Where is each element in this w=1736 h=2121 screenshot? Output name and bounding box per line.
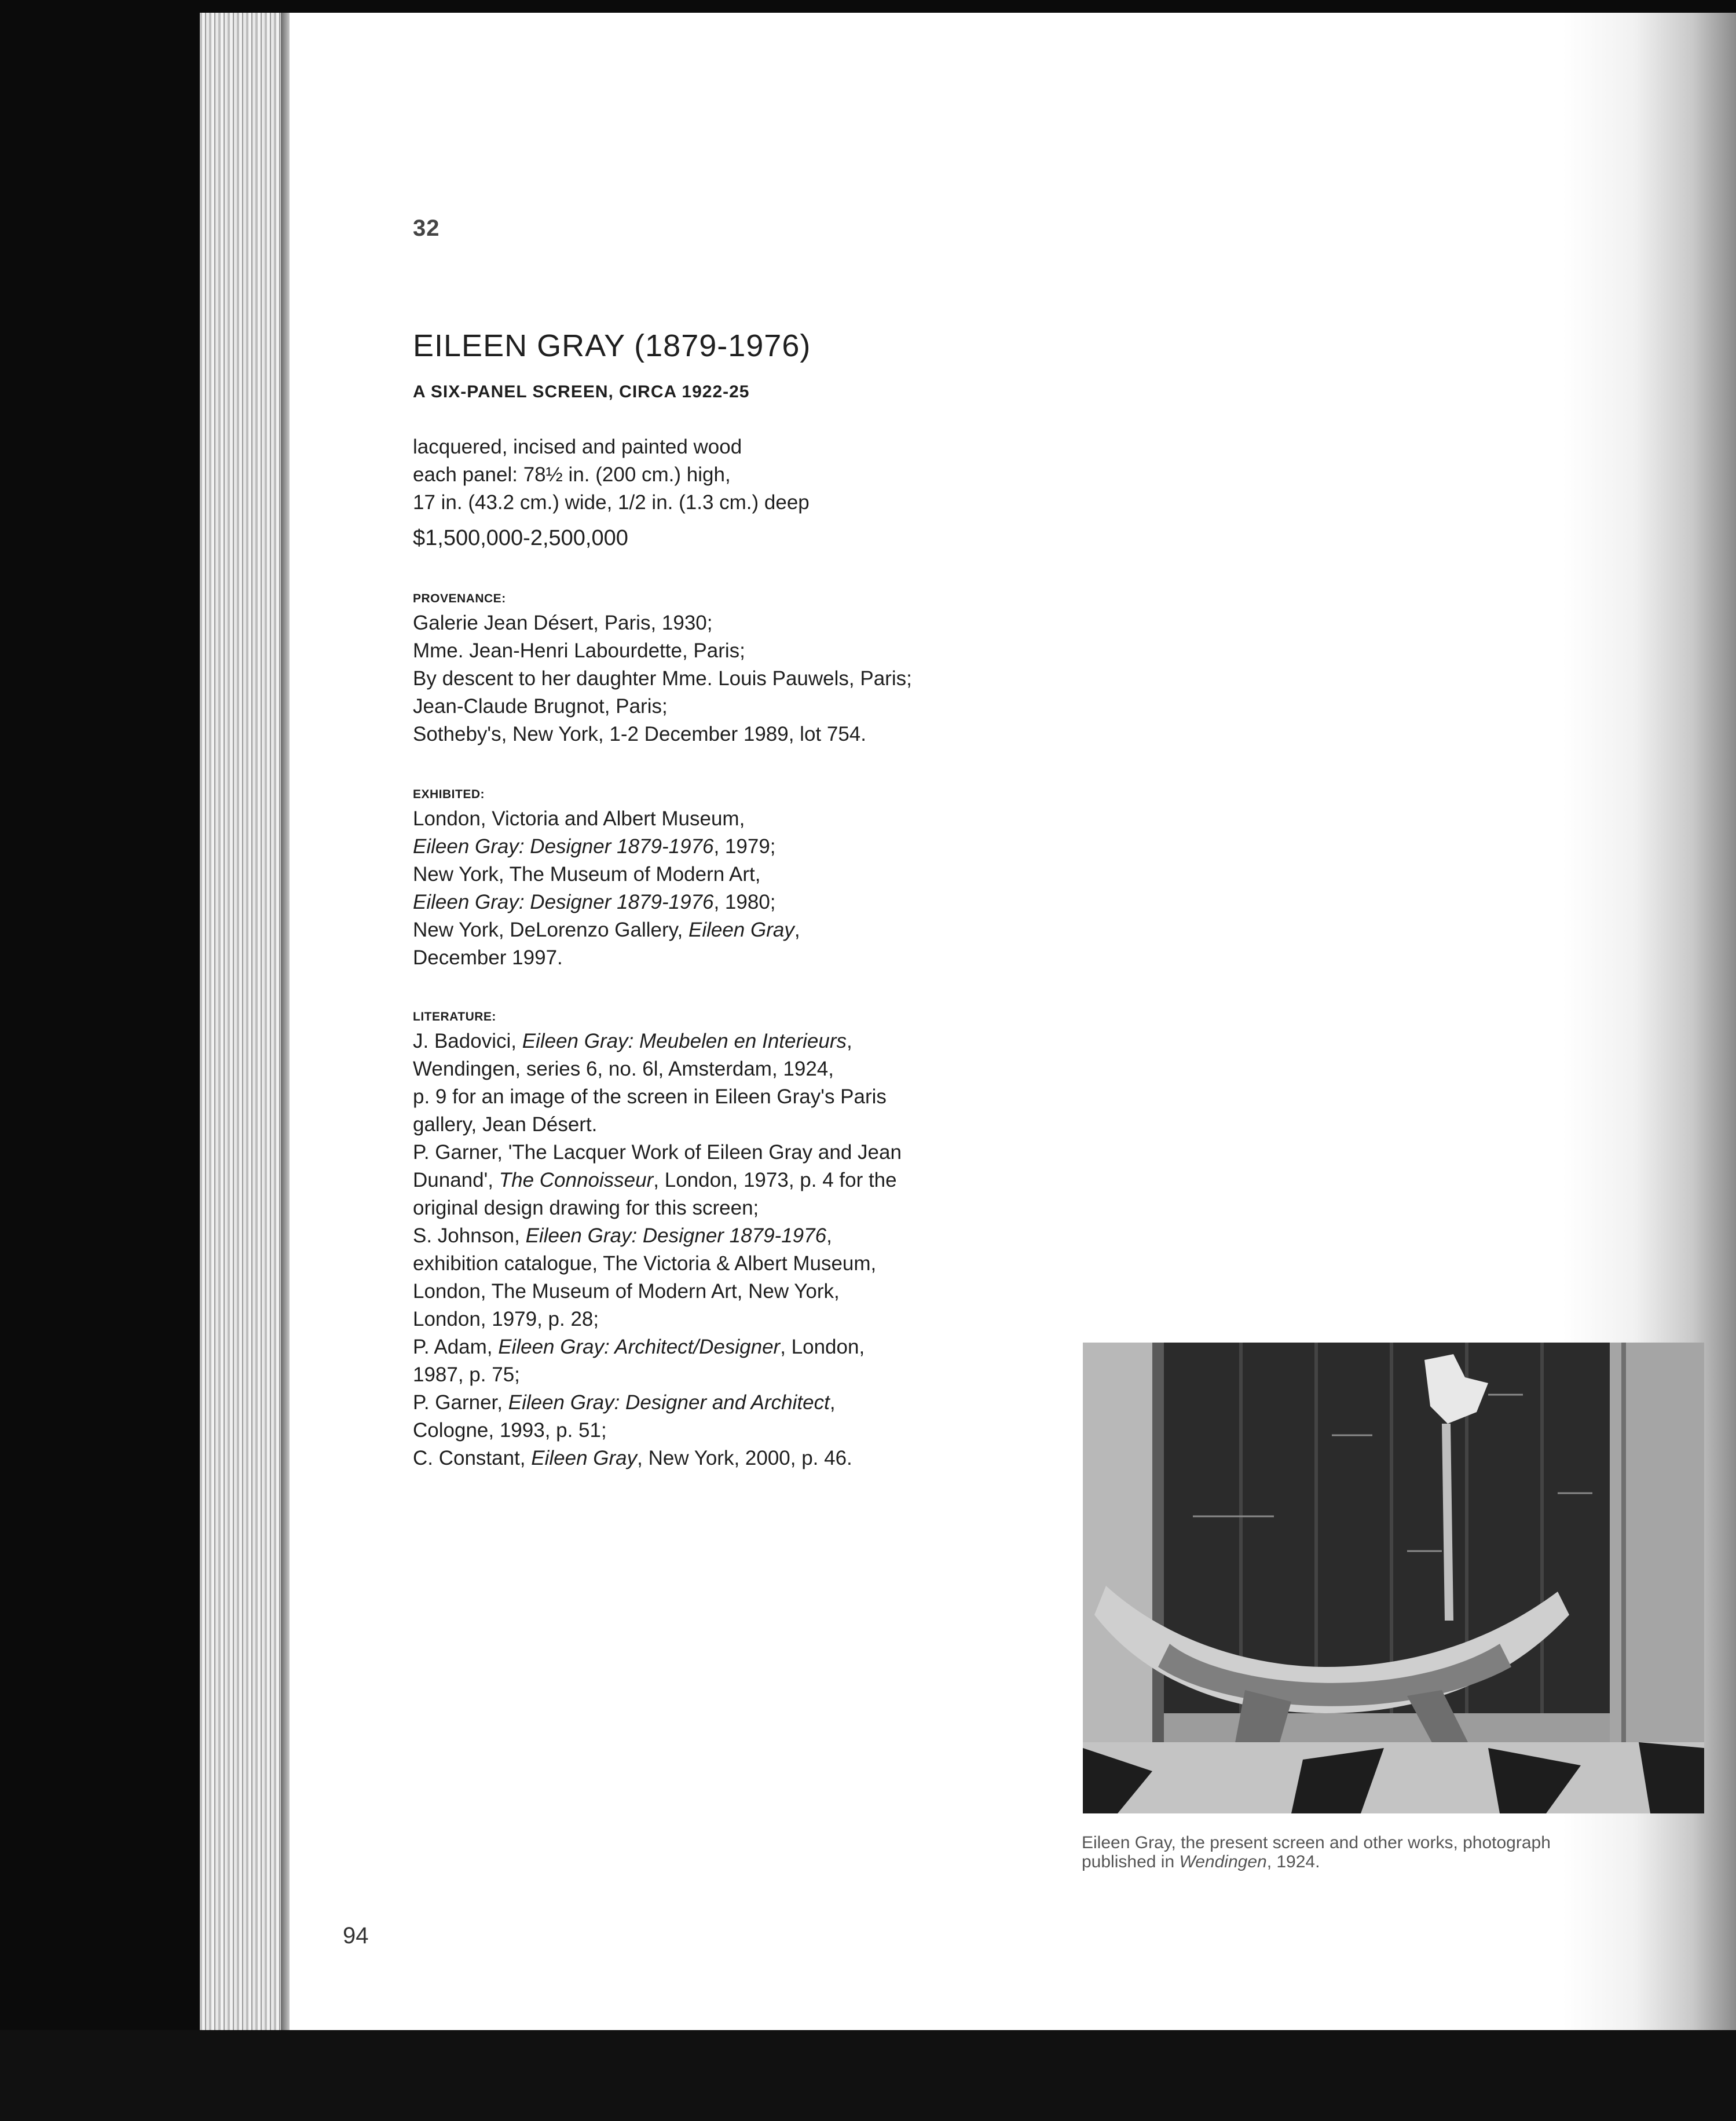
- provenance-line: Sotheby's, New York, 1-2 December 1989, lot 754.: [413, 723, 866, 745]
- reference-text: , 1980;: [713, 891, 776, 913]
- literature-line: [413, 1389, 902, 1417]
- exhibited-line: [413, 833, 800, 861]
- archival-photograph: [1083, 1343, 1704, 1813]
- caption-line: Eileen Gray, the present screen and other works, photograph: [1082, 1833, 1551, 1852]
- literature-line: [413, 1194, 902, 1222]
- page-number: 94: [343, 1923, 369, 1948]
- description-line: 17 in. (43.2 cm.) wide, 1/2 in. (1.3 cm.) deep: [413, 491, 810, 514]
- background-band: [0, 2030, 1736, 2121]
- literature-heading: LITERATURE:: [413, 1010, 496, 1023]
- reference-text: New York, DeLorenzo Gallery,: [413, 919, 688, 941]
- reference-text: , London, 1973, p. 4 for the: [653, 1169, 897, 1191]
- provenance-line: Galerie Jean Désert, Paris, 1930;: [413, 612, 713, 634]
- description-line: lacquered, incised and painted wood: [413, 436, 742, 458]
- reference-text: New York, The Museum of Modern Art,: [413, 863, 761, 886]
- literature-line: [413, 1166, 902, 1194]
- literature-line: [413, 1305, 902, 1333]
- caption-text: , 1924.: [1266, 1852, 1320, 1871]
- provenance-heading: PROVENANCE:: [413, 592, 506, 605]
- reference-text: Wendingen, series 6, no. 6l, Amsterdam, 1924,: [413, 1058, 834, 1080]
- lot-description: [413, 433, 810, 517]
- lot-title: A SIX-PANEL SCREEN, CIRCA 1922-25: [413, 382, 750, 401]
- publication-title: Eileen Gray: Meubelen en Interieurs: [522, 1030, 847, 1052]
- publication-title: Eileen Gray: Designer 1879-1976: [413, 891, 714, 913]
- lot-number: 32: [413, 215, 440, 241]
- literature-line: [413, 1055, 902, 1083]
- provenance-line: Jean-Claude Brugnot, Paris;: [413, 695, 668, 718]
- reference-text: ,: [794, 919, 800, 941]
- reference-text: S. Johnson,: [413, 1224, 526, 1247]
- literature-line: [413, 1111, 902, 1139]
- reference-text: gallery, Jean Désert.: [413, 1113, 598, 1136]
- reference-text: ,: [826, 1224, 832, 1247]
- reference-text: , London,: [780, 1336, 865, 1358]
- literature-line: [413, 1250, 902, 1278]
- reference-text: 1987, p. 75;: [413, 1363, 520, 1386]
- literature-line: [413, 1139, 902, 1166]
- reference-text: , 1979;: [713, 835, 776, 858]
- reference-text: original design drawing for this screen;: [413, 1197, 759, 1219]
- publication-title: Eileen Gray: Designer 1879-1976: [525, 1224, 827, 1247]
- exhibited-line: [413, 861, 800, 888]
- reference-text: London, 1979, p. 28;: [413, 1308, 599, 1330]
- exhibited-line: [413, 944, 800, 972]
- estimate: $1,500,000-2,500,000: [413, 526, 628, 550]
- reference-text: P. Garner, 'The Lacquer Work of Eileen Gray and Jean: [413, 1141, 902, 1164]
- literature-line: [413, 1027, 902, 1055]
- reference-text: ,: [847, 1030, 852, 1052]
- reference-text: December 1997.: [413, 946, 563, 969]
- provenance-line: Mme. Jean-Henri Labourdette, Paris;: [413, 639, 745, 662]
- publication-title: Eileen Gray: Designer and Architect: [508, 1391, 830, 1414]
- exhibited-line: [413, 888, 800, 916]
- literature-line: [413, 1333, 902, 1361]
- exhibited-line: [413, 805, 800, 833]
- reference-text: J. Badovici,: [413, 1030, 522, 1052]
- page-edges: [200, 13, 281, 2030]
- reference-text: London, Victoria and Albert Museum,: [413, 807, 745, 830]
- photograph-interior-with-screen: [1083, 1343, 1704, 1813]
- provenance-line: By descent to her daughter Mme. Louis Pauwels, Paris;: [413, 667, 912, 690]
- exhibited-heading: EXHIBITED:: [413, 788, 485, 801]
- photo-caption: [1082, 1833, 1724, 1871]
- literature-line: [413, 1417, 902, 1445]
- reference-text: Cologne, 1993, p. 51;: [413, 1419, 607, 1442]
- publication-title: Eileen Gray: [531, 1447, 638, 1469]
- literature-line: [413, 1361, 902, 1389]
- exhibited-list: [413, 805, 800, 972]
- literature-line: [413, 1083, 902, 1111]
- caption-text: published in: [1082, 1852, 1180, 1871]
- publication-title: Eileen Gray: [688, 919, 794, 941]
- literature-list: [413, 1027, 902, 1472]
- literature-line: [413, 1445, 902, 1472]
- reference-text: exhibition catalogue, The Victoria & Albert Museum,: [413, 1252, 877, 1275]
- reference-text: ,: [829, 1391, 836, 1414]
- reference-text: P. Adam,: [413, 1336, 499, 1358]
- reference-text: C. Constant,: [413, 1447, 532, 1469]
- publication-title: The Connoisseur: [499, 1169, 654, 1191]
- exhibited-line: [413, 916, 800, 944]
- reference-text: p. 9 for an image of the screen in Eileen Gray's Paris: [413, 1085, 887, 1108]
- caption-line: [1082, 1852, 1724, 1871]
- caption-title: Wendingen: [1179, 1852, 1267, 1871]
- literature-line: [413, 1222, 902, 1250]
- artist-heading: EILEEN GRAY (1879-1976): [413, 328, 811, 363]
- reference-text: Dunand',: [413, 1169, 499, 1191]
- reference-text: London, The Museum of Modern Art, New York,: [413, 1280, 840, 1303]
- publication-title: Eileen Gray: Architect/Designer: [498, 1336, 781, 1358]
- publication-title: Eileen Gray: Designer 1879-1976: [413, 835, 714, 858]
- literature-line: [413, 1278, 902, 1305]
- description-line: each panel: 78½ in. (200 cm.) high,: [413, 463, 731, 486]
- provenance-list: [413, 609, 912, 748]
- reference-text: , New York, 2000, p. 46.: [637, 1447, 852, 1469]
- reference-text: P. Garner,: [413, 1391, 508, 1414]
